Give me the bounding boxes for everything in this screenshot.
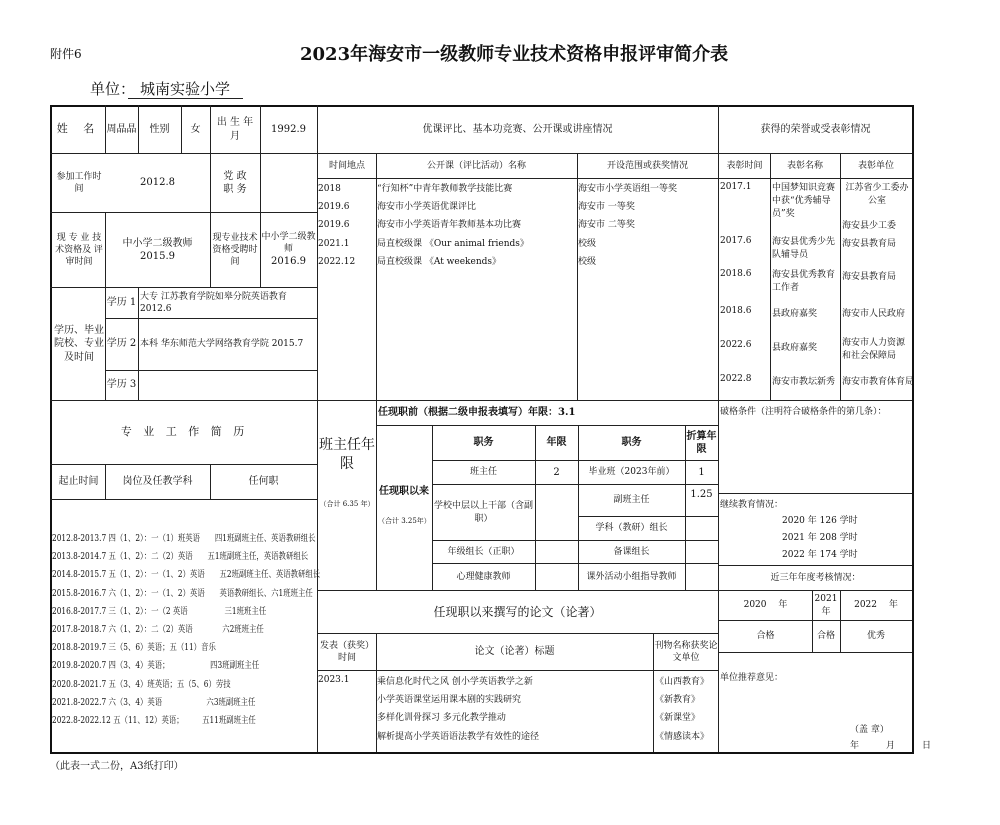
paper-pub: 《新教育》 bbox=[655, 695, 701, 706]
attachment-label: 附件6 bbox=[50, 47, 82, 61]
work-history-row: 2020.8-2021.7 五（3、4）班英语；五（5、6）劳技 bbox=[52, 679, 231, 690]
ct-post: 学校中层以上干部（含副职） bbox=[433, 501, 533, 524]
gender-label: 性别 bbox=[149, 123, 170, 135]
assessment-result: 优秀 bbox=[866, 631, 885, 642]
lecture-time: 2021.1 bbox=[318, 238, 350, 249]
honor-time: 2017.1 bbox=[720, 182, 752, 192]
current-title-value: 中小学二级教师 bbox=[122, 237, 193, 249]
paper-title: 解析提高小学英语语法教学有效性的途径 bbox=[377, 731, 540, 742]
work-history-row: 2012.8-2013.7 四（1、2）：一（1）班英语 四1班副班主任、英语教研组长 bbox=[52, 534, 316, 544]
employ-label: 现专业技术资格受聘时间 bbox=[212, 232, 258, 268]
ct-post2: 学科（教研）组长 bbox=[595, 523, 668, 534]
after-total: （合计 3.25年） bbox=[378, 517, 431, 526]
lectures-results bbox=[578, 180, 718, 271]
papers-col-title: 论文（论著）标题 bbox=[474, 646, 555, 658]
ct-col-convert: 折算年限 bbox=[686, 430, 717, 455]
continuing-edu-label: 继续教育情况： bbox=[720, 500, 784, 510]
honors-col-unit: 表彰单位 bbox=[857, 160, 894, 171]
employ-cell bbox=[261, 213, 316, 287]
lecture-result: 海安市 一等奖 bbox=[578, 202, 635, 213]
assessment-result: 合格 bbox=[816, 631, 835, 642]
birth-value: 1992.9 bbox=[271, 123, 306, 135]
lecture-result: 海安市 二等奖 bbox=[578, 220, 635, 231]
honor-name: 海安县优秀教育工作者 bbox=[772, 270, 836, 293]
date-label: 年 月 日 bbox=[850, 741, 932, 751]
lecture-result: 校级 bbox=[578, 238, 597, 249]
current-title-label: 现 专 业 技术资格及 评审时间 bbox=[55, 232, 103, 268]
paper-titles bbox=[377, 673, 653, 746]
education-2-value: 本科 华东师范大学网络教育学院 2015.7 bbox=[140, 338, 304, 349]
honors-col-name: 表彰名称 bbox=[786, 160, 823, 171]
lectures-col-time: 时间地点 bbox=[328, 160, 365, 171]
honors-title: 获得的荣誉或受表彰情况 bbox=[760, 123, 871, 135]
ct-post2: 毕业班（2023年前） bbox=[588, 467, 675, 478]
education-1-label: 学历 1 bbox=[106, 297, 137, 309]
lectures-col-result: 开设范围或获奖情况 bbox=[606, 160, 688, 171]
honor-time: 2017.6 bbox=[720, 236, 752, 246]
honor-unit: 海安县少工委 bbox=[842, 221, 897, 231]
lecture-name: 局直校级课 《Our animal friends》 bbox=[377, 238, 529, 249]
seal-label: （盖 章） bbox=[850, 725, 889, 735]
party-label: 党 政 职 务 bbox=[223, 170, 247, 195]
lecture-time: 2019.6 bbox=[318, 202, 350, 213]
honor-name: 县政府嘉奖 bbox=[772, 343, 818, 353]
work-history-title: 专 业 工 作 简 历 bbox=[120, 425, 249, 439]
gender-value: 女 bbox=[190, 123, 201, 135]
name-value: 周晶晶 bbox=[106, 123, 137, 135]
honor-unit: 海安市人民政府 bbox=[842, 309, 906, 319]
honor-unit: 海安县教育局 bbox=[842, 239, 897, 249]
lectures-names bbox=[377, 180, 577, 271]
papers-col-time: 发表（获奖）时间 bbox=[319, 640, 374, 663]
honor-unit: 海安市教育体育局 bbox=[842, 377, 915, 387]
party-value bbox=[260, 154, 317, 212]
papers-col-pub: 刊物名称获奖论文单位 bbox=[654, 640, 718, 663]
employ-date: 2016.9 bbox=[271, 256, 306, 268]
work-history-list bbox=[52, 530, 321, 730]
lecture-name: 海安市小学英语青年教师基本功比赛 bbox=[377, 220, 522, 231]
employ-value: 中小学二级教师 bbox=[261, 232, 316, 255]
honor-time: 2018.6 bbox=[720, 269, 752, 279]
break-condition-label: 破格条件（注明符合破格条件的第几条）： bbox=[720, 407, 887, 417]
honor-name: 县政府嘉奖 bbox=[772, 309, 818, 319]
paper-pub: 《新课堂》 bbox=[655, 713, 701, 724]
ct-col-post: 职务 bbox=[473, 437, 494, 449]
recommend-label: 单位推荐意见： bbox=[720, 673, 784, 683]
honor-time: 2022.8 bbox=[720, 374, 752, 384]
name-label: 姓 名 bbox=[56, 122, 101, 136]
assessment-year: 2022 年 bbox=[854, 600, 898, 611]
assessment-year: 2020 年 bbox=[743, 600, 788, 611]
footer-note: （此表一式二份，A3纸打印） bbox=[50, 761, 184, 772]
education-3-value bbox=[140, 370, 317, 400]
ct-years bbox=[535, 485, 578, 540]
work-history-row: 2021.8-2022.7 六（3、4）英语 六3班副班主任 bbox=[52, 697, 256, 708]
lecture-time: 2019.6 bbox=[318, 220, 350, 231]
continuing-edu-item: 2020 年 126 学时 bbox=[782, 516, 858, 526]
work-col-post: 岗位及任教学科 bbox=[122, 476, 193, 488]
honor-unit: 江苏省少工委办公室 bbox=[845, 183, 909, 206]
paper-title: 小学英语课堂运用课本剧的实践研究 bbox=[377, 695, 522, 706]
ct-convert: 1.25 bbox=[690, 489, 713, 501]
unit-value: 城南实验小学 bbox=[140, 80, 231, 98]
work-history-row: 2013.8-2014.7 五（1、2）：二（2）英语 五1班副班主任，英语教研组长 bbox=[52, 552, 309, 563]
ct-col-post2: 职务 bbox=[621, 437, 642, 449]
paper-pub: 《情感读本》 bbox=[655, 731, 710, 742]
ct-post: 年级组长（正职） bbox=[447, 546, 520, 557]
lecture-name: “行知杯”中青年教师教学技能比赛 bbox=[377, 184, 513, 194]
work-start-label: 参加工作时间 bbox=[56, 171, 102, 194]
lectures-times bbox=[318, 180, 376, 271]
honors-col-time: 表彰时间 bbox=[726, 160, 763, 171]
honor-time: 2018.6 bbox=[720, 306, 752, 316]
ct-convert: 1 bbox=[698, 466, 705, 478]
honor-time: 2022.6 bbox=[720, 340, 752, 350]
class-teacher-label: 班主任年限 bbox=[319, 437, 375, 472]
education-1-value: 大专 江苏教育学院如皋分院英语教育 2012.6 bbox=[140, 291, 287, 314]
paper-title: 多样化训骨探习 多元化教学推动 bbox=[377, 713, 506, 724]
lecture-time: 2022.12 bbox=[318, 256, 356, 267]
lecture-time: 2018 bbox=[318, 184, 341, 194]
work-history-row: 2017.8-2018.7 六（1、2）：二（2）英语 六2班班主任 bbox=[52, 625, 264, 636]
ct-post2: 课外活动小组指导教师 bbox=[586, 571, 677, 582]
class-teacher-total: （合计 6.35 年） bbox=[319, 500, 375, 509]
before-years-label: 任现职前（根据二级申报表填写）年限：3.1 bbox=[378, 407, 576, 419]
work-history-row: 2022.8-2022.12 五（11、12）英语； 五11班副班主任 bbox=[52, 716, 256, 727]
ct-post2: 备课组长 bbox=[613, 546, 650, 557]
unit-label: 单位： bbox=[90, 80, 136, 98]
paper-pub: 《山西教育》 bbox=[655, 677, 710, 687]
honor-name: 海安市教坛新秀 bbox=[772, 377, 836, 387]
current-title-cell bbox=[107, 213, 208, 287]
continuing-edu-item: 2022 年 174 学时 bbox=[782, 550, 858, 560]
assessment-label: 近三年年度考核情况： bbox=[770, 572, 861, 583]
ct-post: 班主任 bbox=[469, 467, 497, 478]
lecture-name: 海安市小学英语优课评比 bbox=[377, 202, 477, 213]
work-history-row: 2018.8-2019.7 三（5、6）英语；五（11）音乐 bbox=[52, 643, 216, 654]
education-3-label: 学历 3 bbox=[106, 379, 137, 391]
work-history-row: 2014.8-2015.7 五（1、2）：一（1、2）英语 五2班副班主任、英语教研组长 bbox=[52, 570, 321, 581]
work-history-row: 2015.8-2016.7 六（1、2）：一（1、2）英语 英语教研组长、六1班班主任 bbox=[52, 588, 313, 599]
lectures-col-name: 公开课（评比活动）名称 bbox=[426, 160, 526, 171]
work-history-row: 2016.8-2017.7 三（1、2）：一（2 英语 三1班班主任 bbox=[52, 606, 267, 617]
paper-title: 乘信息化时代之风 创小学英语教学之新 bbox=[377, 677, 533, 687]
honor-name: 海安县优秀少先队辅导员 bbox=[772, 237, 836, 260]
lecture-result: 海安市小学英语组一等奖 bbox=[578, 184, 678, 194]
work-history-row: 2019.8-2020.7 四（3、4）英语； 四3班副班主任 bbox=[52, 661, 260, 672]
lectures-title: 优课评比、基本功竞赛、公开课或讲座情况 bbox=[422, 123, 613, 135]
birth-label: 出 生 年 月 bbox=[216, 117, 254, 142]
continuing-edu-item: 2021 年 208 学时 bbox=[782, 533, 858, 543]
lecture-result: 校级 bbox=[578, 256, 597, 267]
assessment-year: 2021 年 bbox=[814, 594, 838, 617]
education-2-label: 学历 2 bbox=[106, 338, 137, 350]
after-label: 任现职以来 bbox=[379, 486, 429, 498]
work-start-value: 2012.8 bbox=[140, 177, 175, 189]
page-title: 2023年海安市一级教师专业技术资格申报评审简介表 bbox=[300, 44, 729, 65]
honor-unit: 海安县教育局 bbox=[842, 272, 897, 282]
paper-time: 2023.1 bbox=[318, 675, 350, 685]
current-title-date: 2015.9 bbox=[140, 251, 175, 262]
lecture-name: 局直校级课 《At weekends》 bbox=[377, 256, 501, 267]
ct-col-years: 年限 bbox=[546, 437, 567, 449]
education-label: 学历、毕业院校、专业及时间 bbox=[54, 324, 104, 363]
ct-years: 2 bbox=[553, 466, 560, 478]
work-col-time: 起止时间 bbox=[58, 476, 99, 488]
honor-name: 中国梦知识竞赛中获“优秀辅导员”奖 bbox=[772, 183, 836, 219]
unit-underline bbox=[128, 98, 243, 99]
work-col-role: 任何职 bbox=[248, 476, 279, 488]
assessment-result: 合格 bbox=[756, 631, 775, 642]
honor-unit: 海安市人力资源和社会保障局 bbox=[842, 338, 906, 361]
ct-post2: 副班主任 bbox=[613, 495, 650, 506]
papers-title: 任现职以来撰写的论文（论著） bbox=[433, 604, 602, 619]
ct-post: 心理健康教师 bbox=[456, 571, 511, 582]
paper-pubs bbox=[655, 673, 717, 746]
continuing-edu-list bbox=[782, 513, 858, 564]
